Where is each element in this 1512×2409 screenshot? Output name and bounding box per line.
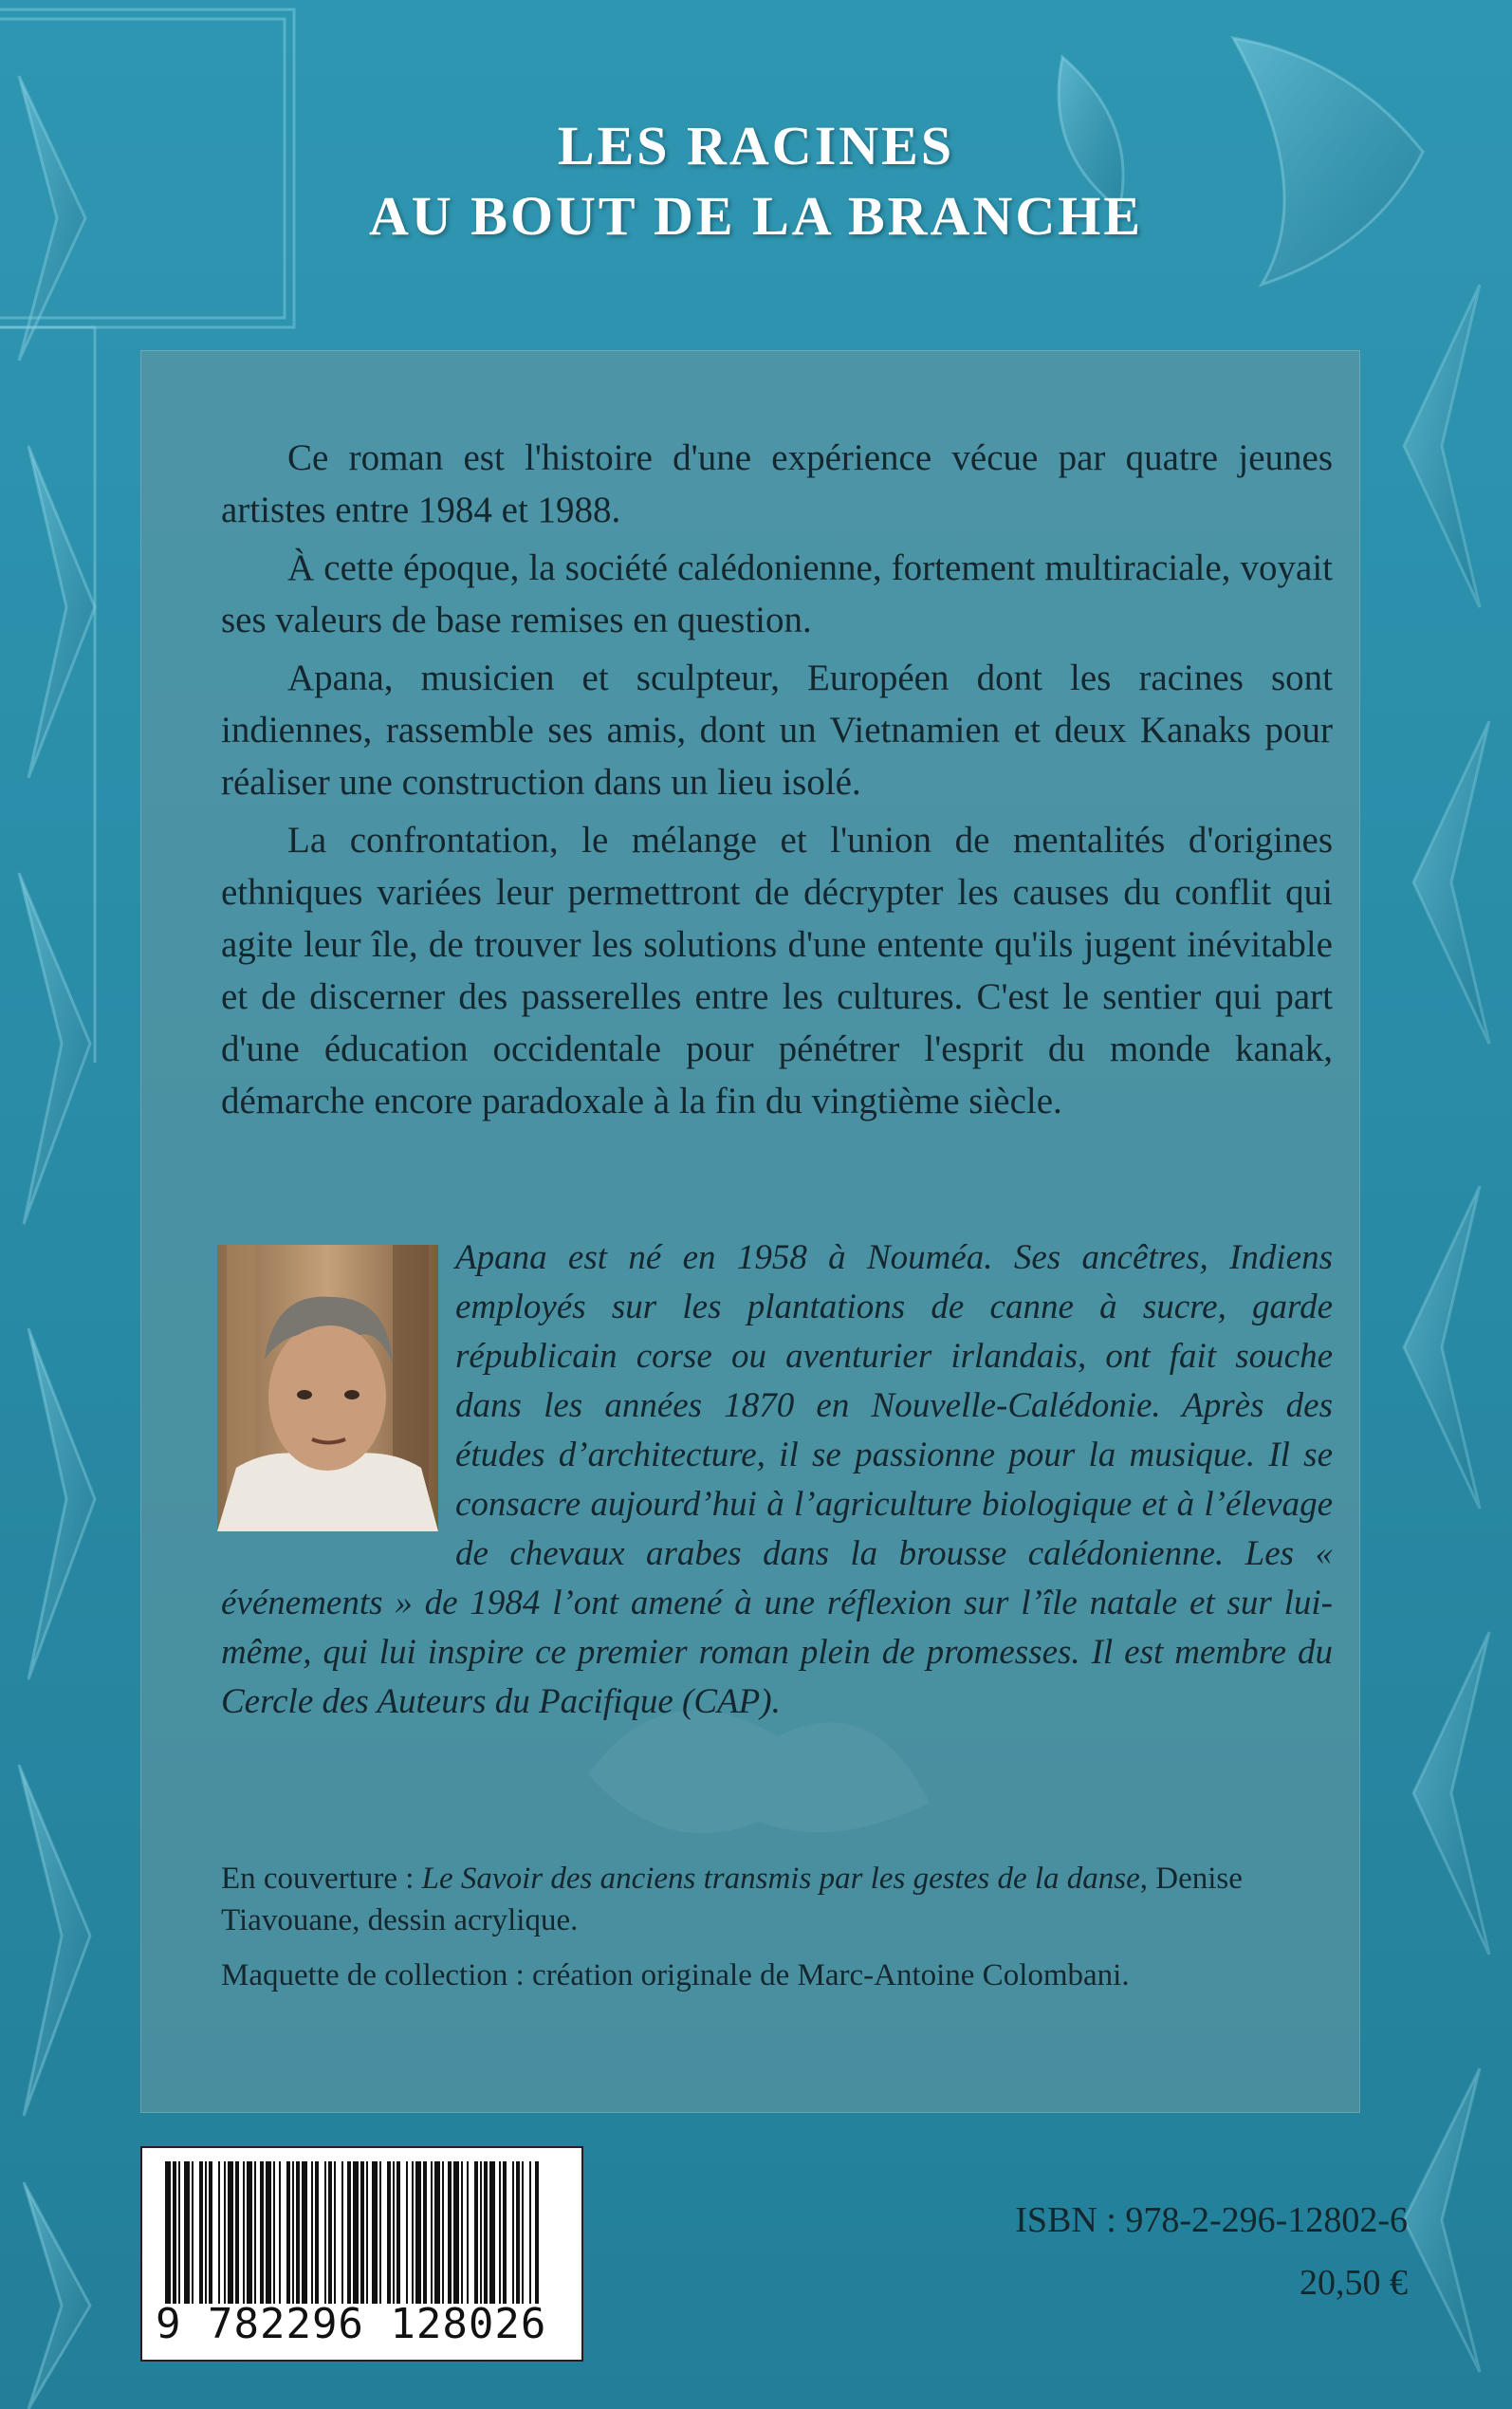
barcode-bar <box>311 2161 313 2304</box>
barcode-bar <box>512 2161 514 2304</box>
barcode-bar <box>184 2161 190 2304</box>
author-biography <box>221 1233 1333 1727</box>
photo-spacer <box>221 1233 455 1535</box>
barcode-bar <box>503 2161 507 2304</box>
barcode-bar <box>324 2161 326 2304</box>
barcode-bar <box>296 2161 300 2304</box>
barcode-bar <box>366 2161 368 2304</box>
isbn: ISBN : 978-2-296-12802-6 <box>1015 2200 1408 2240</box>
barcode-bar <box>279 2161 281 2304</box>
barcode-bar <box>461 2161 463 2304</box>
barcode-bar <box>205 2161 207 2304</box>
price: 20,50 € <box>1300 2263 1408 2303</box>
barcode-bar <box>489 2161 495 2304</box>
barcode-bar <box>387 2161 391 2304</box>
barcode-bar <box>224 2161 226 2304</box>
barcode-bar <box>406 2161 408 2304</box>
barcode-bar <box>235 2161 239 2304</box>
cover-artwork-title: Le Savoir des anciens transmis par les gestes de la danse <box>421 1862 1140 1896</box>
barcode-bar <box>431 2161 433 2304</box>
barcode-bar <box>260 2161 264 2304</box>
barcode-bar <box>423 2161 427 2304</box>
barcode-bar <box>228 2161 233 2304</box>
barcode-bar <box>209 2161 212 2304</box>
barcode-bar <box>218 2161 220 2304</box>
cover-credit-label: En couverture : <box>221 1862 415 1896</box>
author-biography-text: Apana est né en 1958 à Nouméa. Ses ancêtres, Indiens employés sur les plantations de canne à sucre, garde républicain corse ou aventurier irlandais, ont fait souche dans les années 1870 en Nouvelle-Calédonie. Après des études d’architecture, il se passionne pour la musique. Il se consacre aujourd’hui à l’agriculture biologique et à l’élevage de chevaux arabes dans la brousse calédonienne. Les « événements » de 1984 l’ont amené à une réflexion sur l’île natale et sur lui-même, qui lui inspire ce premier roman plein de promesses. Il est membre du Cercle des Auteurs du Pacifique (CAP). <box>221 1238 1333 1721</box>
barcode-bar <box>453 2161 459 2304</box>
barcode-bar <box>448 2161 452 2304</box>
barcode-bar <box>328 2161 332 2304</box>
barcode-bar <box>529 2161 531 2304</box>
barcode <box>140 2146 583 2362</box>
barcode-bar <box>292 2161 294 2304</box>
barcode-bar <box>372 2161 378 2304</box>
barcode-bar <box>347 2161 351 2304</box>
barcode-bar <box>442 2161 444 2304</box>
barcode-bar <box>522 2161 524 2304</box>
synopsis-paragraph: Apana, musicien et sculpteur, Européen dont les racines sont indiennes, rassemble ses amis, dont un Vietnamien et deux Kanaks pour réaliser une construction dans un lieu isolé. <box>221 658 1333 803</box>
barcode-bar <box>360 2161 364 2304</box>
barcode-bar <box>499 2161 501 2304</box>
barcode-bar <box>334 2161 336 2304</box>
barcode-bar <box>254 2161 256 2304</box>
book-title-line-2: AU BOUT DE LA BRANCHE <box>368 185 1144 247</box>
barcode-bar <box>341 2161 343 2304</box>
barcode-bar <box>474 2161 478 2304</box>
barcode-bar <box>393 2161 395 2304</box>
barcode-bar <box>484 2161 488 2304</box>
barcode-bar <box>199 2161 203 2304</box>
barcode-bar <box>165 2161 171 2304</box>
credits <box>221 1858 1333 2010</box>
barcode-bar <box>173 2161 176 2304</box>
barcode-bar <box>286 2161 290 2304</box>
barcode-bar <box>315 2161 319 2304</box>
barcode-bar <box>412 2161 414 2304</box>
barcode-bar <box>434 2161 440 2304</box>
barcode-bar <box>302 2161 307 2304</box>
synopsis-paragraph: La confrontation, le mélange et l'union de mentalités d'origines ethniques variées leur permettront de décrypter les causes du conflit qui agite leur île, de trouver les solutions d'une entente qu'ils jugent inévitable et de discerner des passerelles entre les cultures. C'est le sentier qui part d'une éducation occidentale pour pénétrer l'esprit du monde kanak, démarche encore paradoxale à la fin du vingtième siècle. <box>221 820 1333 1121</box>
barcode-bar <box>415 2161 421 2304</box>
synopsis-paragraph: À cette époque, la société calédonienne, fortement multiraciale, voyait ses valeurs de base remises en question. <box>221 547 1333 640</box>
barcode-bar <box>379 2161 381 2304</box>
synopsis-paragraph: Ce roman est l'histoire d'une expérience vécue par quatre jeunes artistes entre 1984 et 1988. <box>221 437 1333 530</box>
barcode-bars <box>161 2161 560 2304</box>
barcode-bar <box>480 2161 482 2304</box>
barcode-bar <box>396 2161 400 2304</box>
barcode-bar <box>467 2161 469 2304</box>
barcode-digits: 9 782296 128026 <box>156 2300 547 2348</box>
barcode-bar <box>247 2161 252 2304</box>
barcode-bar <box>192 2161 194 2304</box>
barcode-bar <box>516 2161 520 2304</box>
barcode-bar <box>266 2161 271 2304</box>
barcode-bar <box>535 2161 539 2304</box>
cover-artist: , Denise Tiavouane, dessin acrylique. <box>221 1862 1243 1937</box>
barcode-bar <box>273 2161 275 2304</box>
barcode-bar <box>178 2161 180 2304</box>
cover-credit <box>221 1858 1333 1941</box>
barcode-bar <box>353 2161 359 2304</box>
synopsis <box>221 432 1333 1133</box>
book-title-line-1: LES RACINES <box>557 115 955 176</box>
design-credit: Maquette de collection : création originale de Marc-Antoine Colombani. <box>221 1958 1130 1992</box>
barcode-bar <box>243 2161 245 2304</box>
